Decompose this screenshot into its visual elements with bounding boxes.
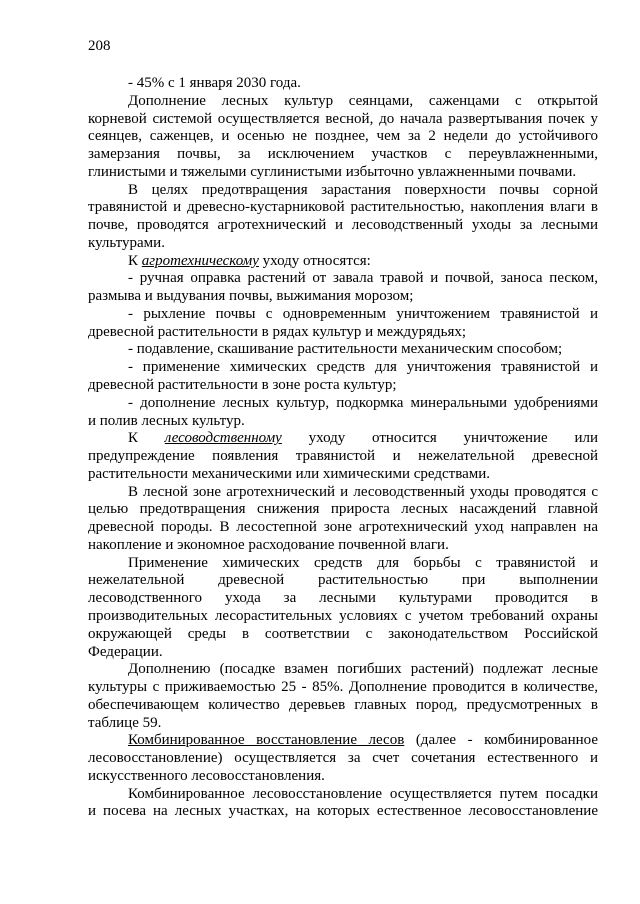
text-line	[88, 430, 598, 448]
paragraph	[88, 786, 598, 822]
paragraph	[88, 555, 598, 662]
text-line: нежелательной древесной растительностью при выполнении	[88, 572, 598, 589]
text-line: и посева на лесных участках, на которых естественное лесовосстановление	[88, 803, 598, 820]
text-line: целью предотвращения снижения прироста лесных насаждений главной	[88, 501, 598, 518]
paragraph	[88, 661, 598, 732]
text-line: и полив лесных культур.	[88, 412, 245, 429]
text-line: - дополнение лесных культур, подкормка минеральными удобрениями	[128, 394, 598, 411]
text-line	[88, 732, 598, 750]
paragraph	[88, 270, 598, 306]
text-line: В целях предотвращения зарастания поверхности почвы сорной	[128, 181, 598, 198]
paragraph	[88, 430, 598, 483]
text-line: - подавление, скашивание растительности механическим способом;	[128, 341, 563, 358]
text-line: древесной породы. В лесостепной зоне агротехнический уход направлен на	[88, 519, 598, 536]
text-line: почве, проводятся агротехнический и лесоводственный уходы за лесными	[88, 217, 598, 234]
paragraph	[88, 75, 598, 93]
text-line: - 45% с 1 января 2030 года.	[128, 75, 301, 91]
paragraph	[88, 93, 598, 182]
paragraph	[88, 484, 598, 555]
text-line: размыва и выдувания почвы, выжимания морозом;	[88, 288, 414, 305]
page-number: 208	[88, 38, 111, 54]
paragraph	[88, 732, 598, 785]
emphasized-term: лесоводственному	[164, 430, 282, 447]
text-line: предупреждение появления травянистой и нежелательной древесной	[88, 448, 598, 465]
text-line: накопление и экономное расходование почвенной влаги.	[88, 536, 449, 553]
text-span: К	[128, 252, 142, 269]
paragraph	[88, 359, 598, 395]
text-line: замерзания почвы, за исключением участков с переувлажненными,	[88, 146, 598, 163]
text-line: производительных лесорастительных условиях с учетом требований охраны	[88, 607, 598, 624]
emphasized-term: агротехническому	[141, 252, 259, 269]
paragraph	[88, 395, 598, 431]
text-line: искусственного лесовосстановления.	[88, 767, 325, 784]
text-line: Применение химических средств для борьбы с травянистой и	[128, 554, 598, 571]
text-line: древесной растительности в зоне роста культур;	[88, 377, 397, 394]
text-line: Дополнение лесных культур сеянцами, саженцами с открытой	[128, 92, 598, 109]
text-span: уходу относится уничтожение или	[281, 430, 598, 447]
paragraph	[88, 182, 598, 253]
text-line: Дополнению (посадке взамен погибших растений) подлежат лесные	[128, 661, 598, 678]
text-line: таблице 59.	[88, 714, 162, 731]
text-line: Комбинированное лесовосстановление осуществляется путем посадки	[128, 785, 598, 802]
text-line: - рыхление почвы с одновременным уничтожением травянистой и	[128, 305, 598, 322]
text-span: (далее - комбинированное	[404, 732, 598, 749]
text-line: растительности механическими или химическими средствами.	[88, 465, 491, 482]
text-span: К	[128, 430, 165, 447]
text-line: корневой системой осуществляется весной, до начала развертывания почек у	[88, 110, 598, 127]
text-line: - применение химических средств для уничтожения травянистой и	[128, 359, 598, 376]
text-line	[88, 253, 598, 271]
text-line: глинистыми и тяжелыми суглинистыми избыточно увлажненными почвами.	[88, 163, 577, 180]
text-line: культуры с приживаемостью 25 - 85%. Дополнение проводится в количестве,	[88, 679, 598, 696]
underlined-term: Комбинированное восстановление лесов	[128, 732, 405, 749]
text-line: сеянцев, саженцев, и осенью не позднее, чем за 2 недели до устойчивого	[88, 128, 598, 145]
text-line: Федерации.	[88, 643, 163, 660]
text-line: травянистой и древесно-кустарниковой растительностью, накопления влаги в	[88, 199, 598, 216]
text-line: лесоводственного ухода за лесными культурами проводится в	[88, 590, 598, 607]
text-line: лесовосстановление) осуществляется за счет сочетания естественного и	[88, 750, 598, 767]
text-line: обеспечивающем количество деревьев главных пород, предусмотренных в	[88, 696, 598, 713]
text-span: уходу относятся:	[258, 252, 371, 269]
paragraph	[88, 306, 598, 342]
text-line: В лесной зоне агротехнический и лесоводственный уходы проводятся с	[128, 483, 598, 500]
text-line: культурами.	[88, 234, 165, 251]
paragraph	[88, 341, 598, 359]
text-line: окружающей среды в соответствии с законодательством Российской	[88, 625, 598, 642]
text-line: - ручная оправка растений от завала травой и почвой, заноса песком,	[128, 270, 598, 287]
paragraph	[88, 253, 598, 271]
document-body	[88, 75, 598, 821]
text-line: древесной растительности в рядах культур и междурядьях;	[88, 323, 467, 340]
